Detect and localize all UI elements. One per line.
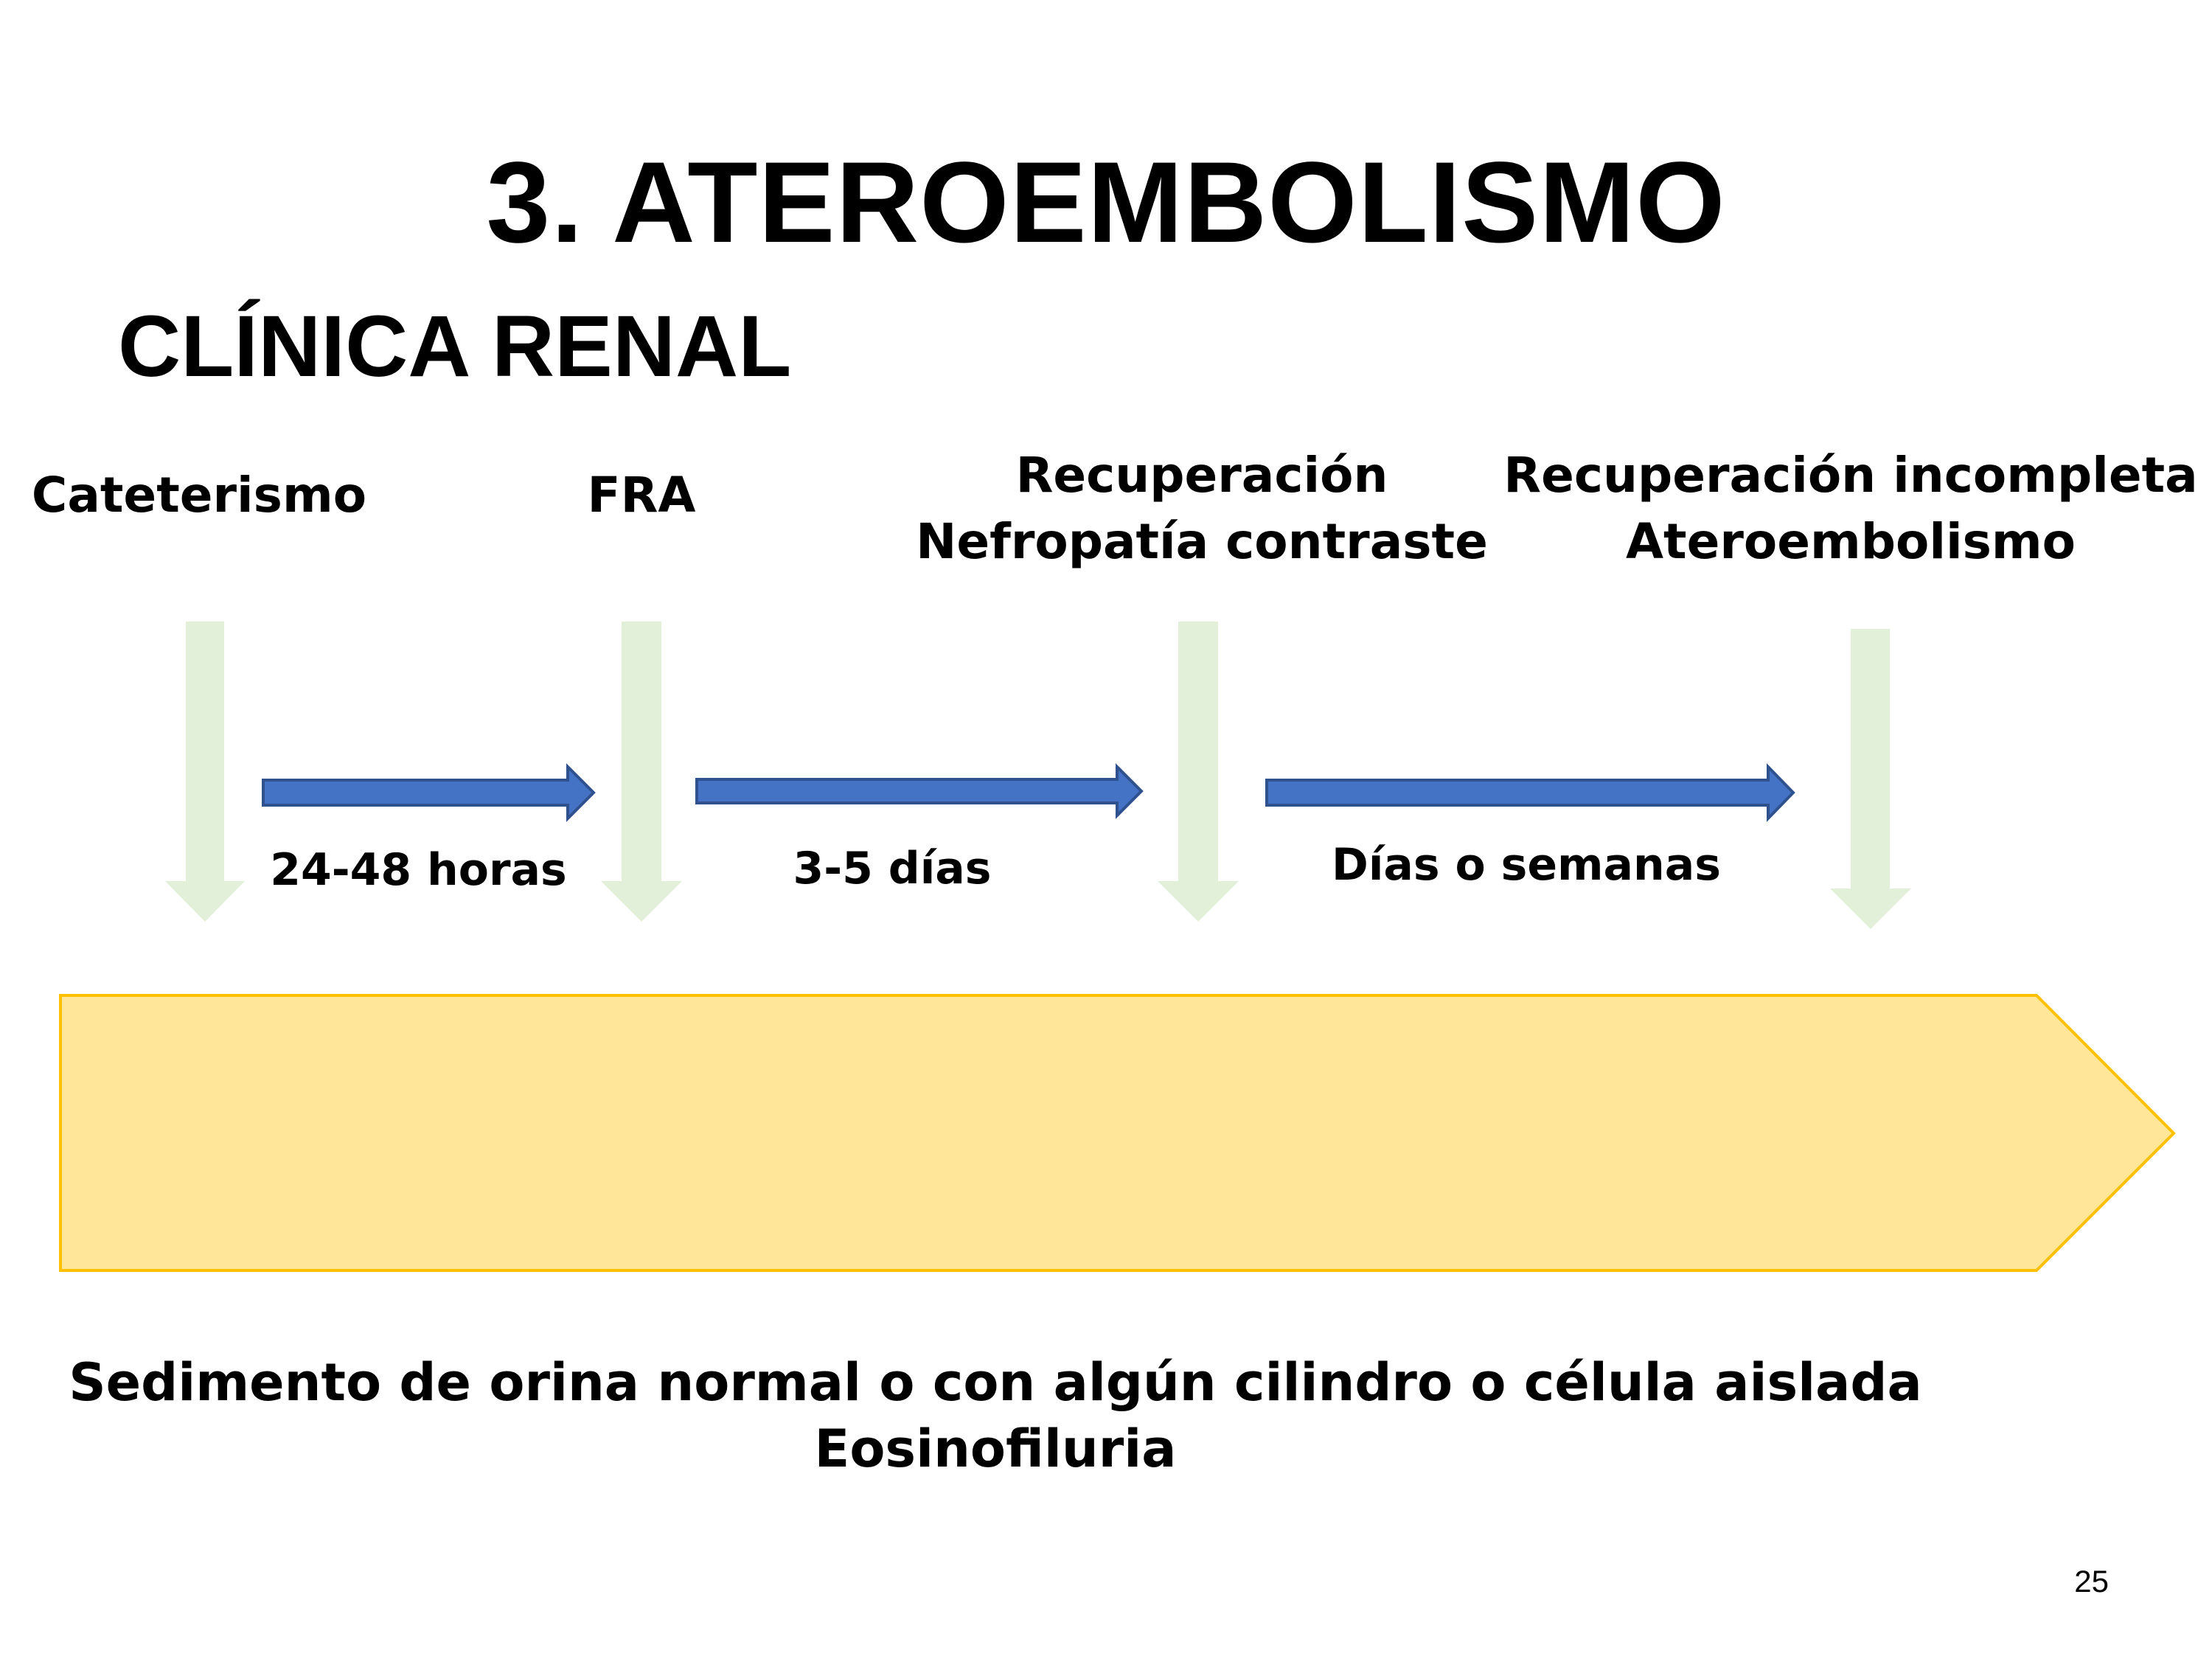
footer-text: [0, 1349, 1991, 1482]
slide-subtitle: CLÍNICA RENAL: [118, 298, 792, 395]
milestone-line: Ateroembolismo: [1625, 513, 2076, 570]
slide-title: 3. ATEROEMBOLISMO: [486, 139, 1726, 267]
milestone-label-cateterismo: Cateterismo: [31, 467, 367, 524]
right-arrow-interval-1: [263, 767, 594, 818]
milestone-line: Recuperación: [1015, 447, 1388, 504]
right-arrow-interval-3: [1267, 767, 1793, 818]
right-arrow-interval-2: [697, 767, 1141, 815]
footer-line-sedimento: Sedimento de orina normal o con algún cilindro o célula aislada: [69, 1352, 1922, 1413]
down-arrow-fra: [601, 622, 682, 922]
milestone-line: Recuperación incompleta: [1503, 447, 2198, 504]
down-arrow-recuperacion-incompleta: [1830, 629, 1911, 929]
footer-line-eosinofiluria: Eosinofiluria: [814, 1419, 1177, 1479]
down-arrow-cateterismo: [165, 622, 245, 922]
interval-label-3-5-dias: 3-5 días: [793, 843, 992, 894]
down-arrow-recuperacion: [1158, 622, 1239, 922]
milestone-label-fra: FRA: [587, 467, 696, 524]
milestone-line: Nefropatía contraste: [916, 513, 1488, 570]
interval-label-24-48-horas: 24-48 horas: [270, 844, 567, 896]
page-number: 25: [2074, 1564, 2109, 1599]
interval-label-dias-o-semanas: Días o semanas: [1332, 839, 1721, 891]
timeline-band: [60, 995, 2174, 1270]
